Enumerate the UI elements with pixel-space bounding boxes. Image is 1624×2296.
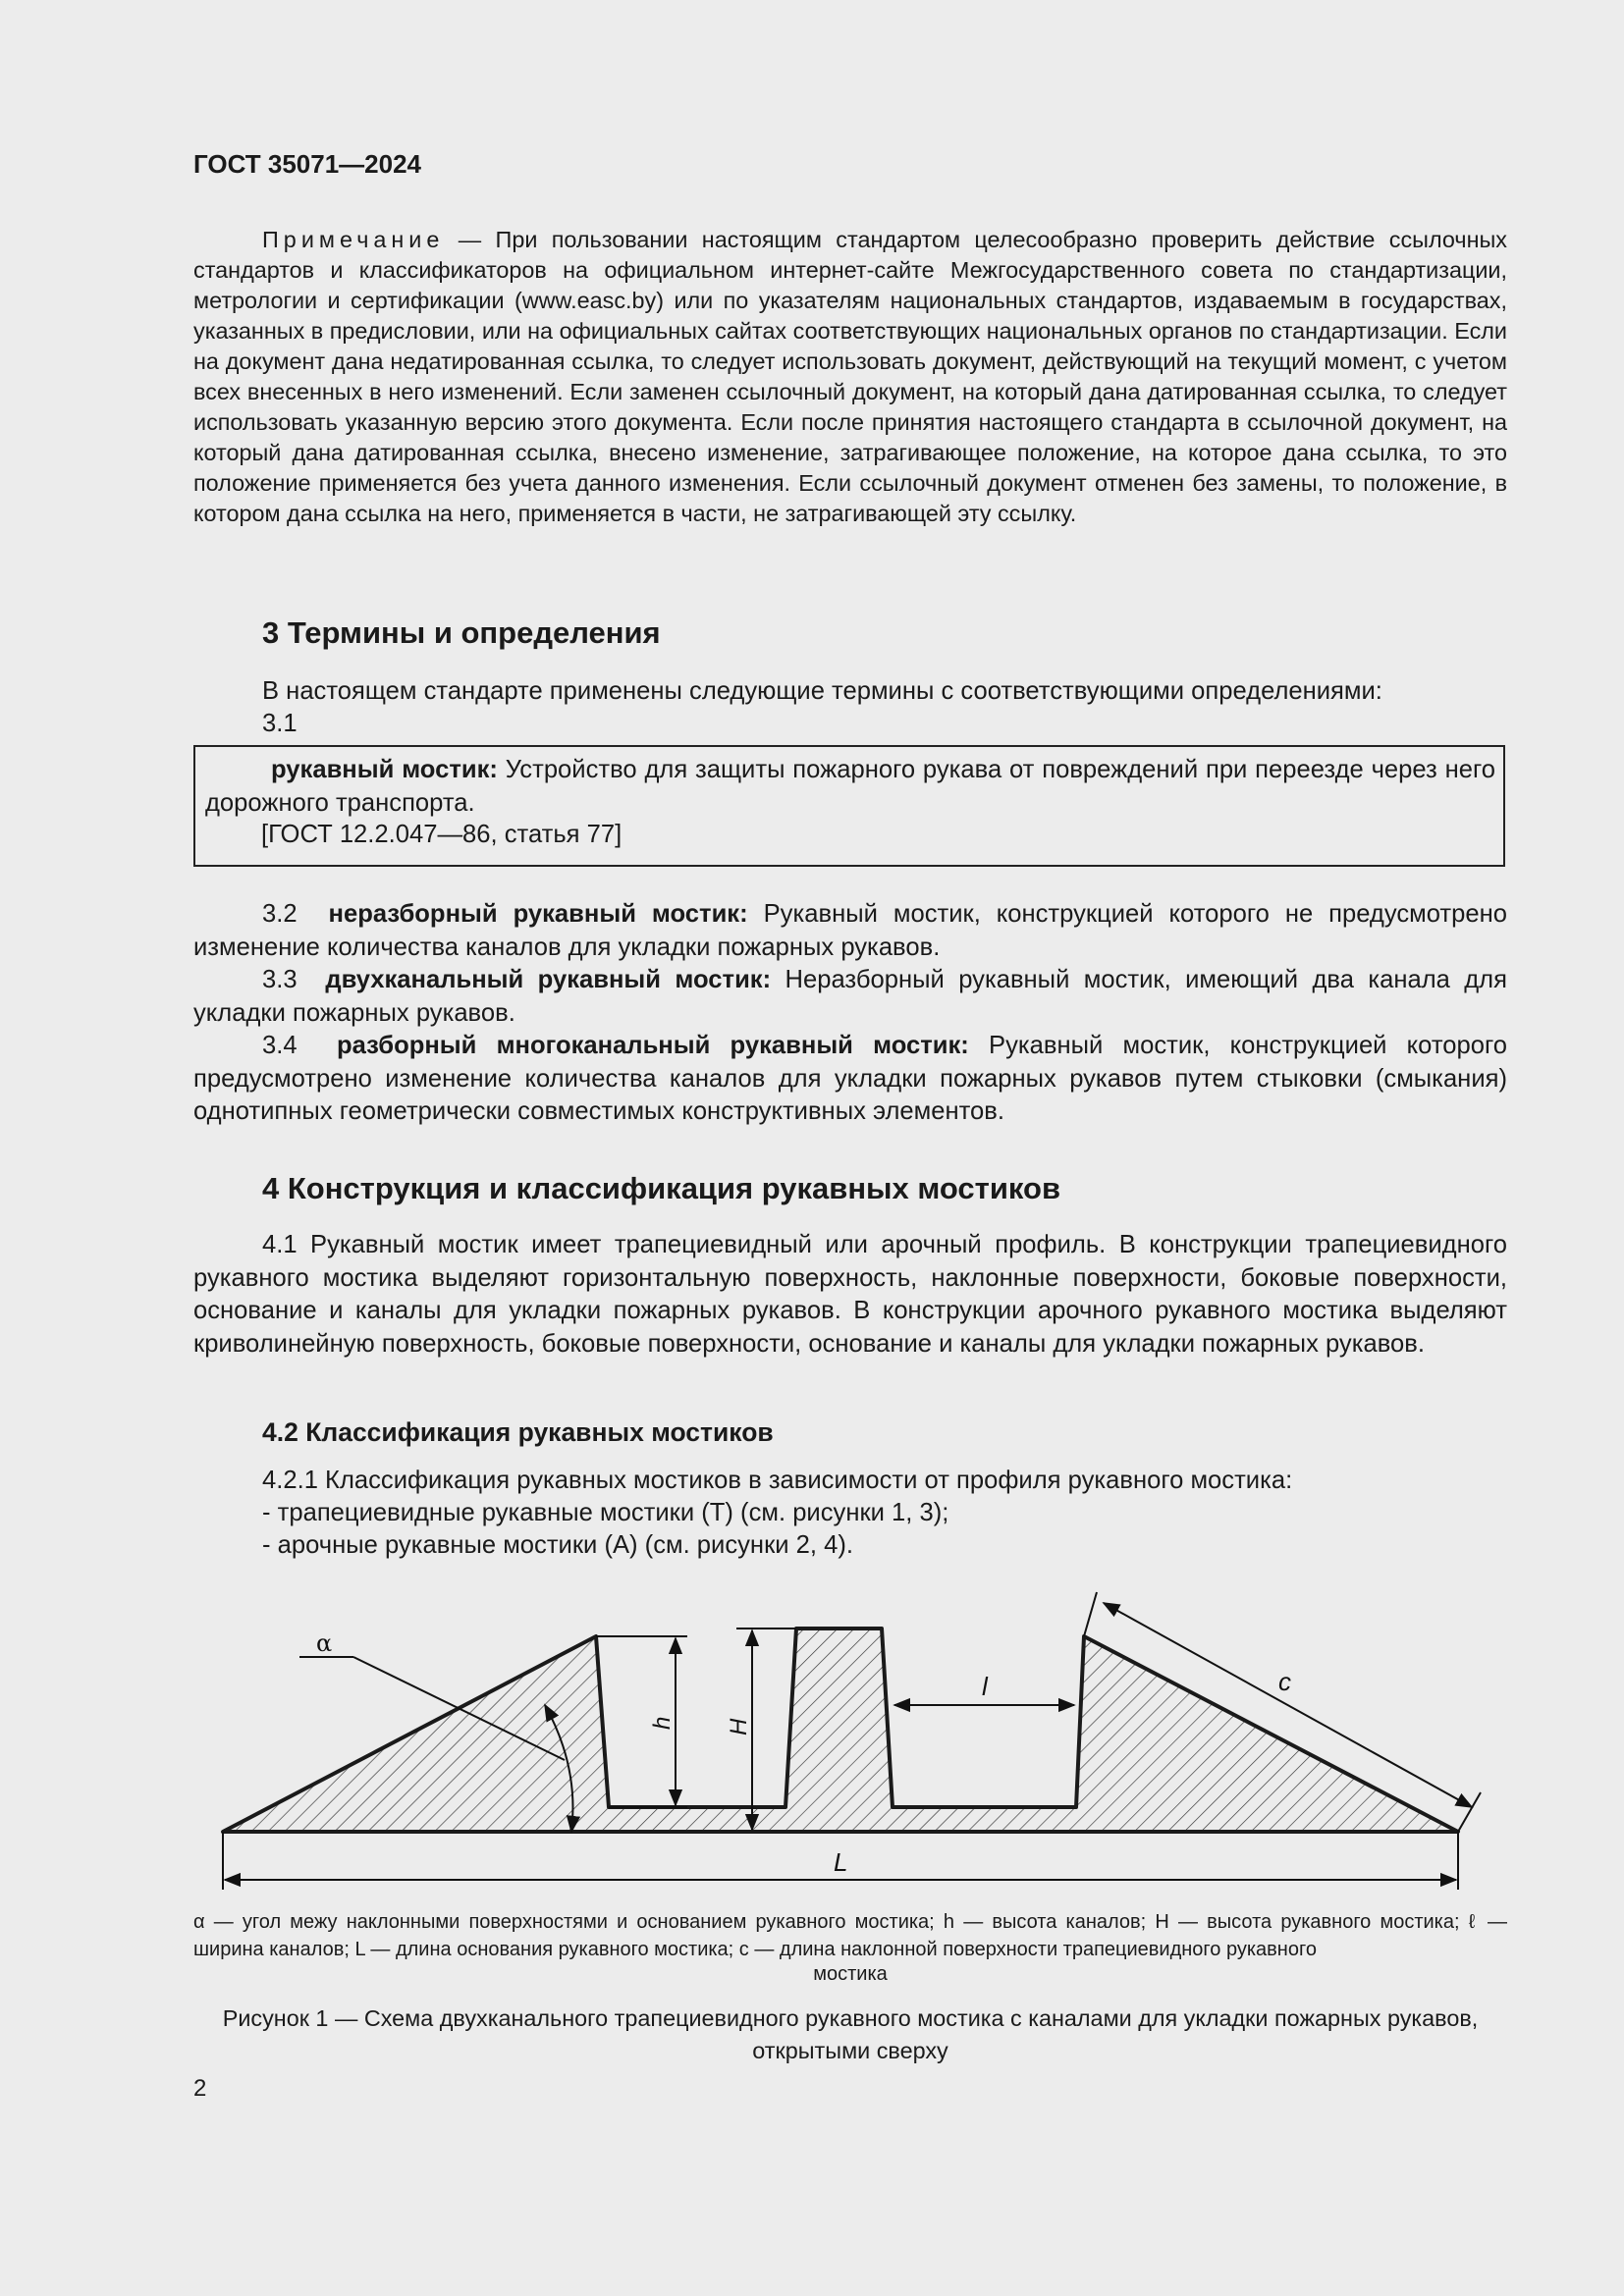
figure-caption: Рисунок 1 — Схема двухканального трапециевидного рукавного мостика с каналами для укладки пожарных рукавов, открытыми сверху [222,2005,1479,2063]
figure-legend: α — угол межу наклонными поверхностями и основанием рукавного мостика; h — высота каналов; H — высота рукавного мостика; ℓ — ширина каналов; L — длина основания рукавного мостика; c — длина наклонной поверхности трапециевидного рукавного [193,1911,1507,1960]
term-3-1-box [193,745,1505,867]
L-label: L [834,1847,848,1877]
subsection-4-2-title: 4.2 Классификация рукавных мостиков [262,1417,774,1447]
paragraph-4-2-1: 4.2.1 Классификация рукавных мостиков в зависимости от профиля рукавного мостика: [262,1467,1293,1494]
section-3-title: 3 Термины и определения [262,615,661,650]
standard-code: ГОСТ 35071—2024 [193,149,421,179]
term-3-4-definition: Рукавный мостик, конструкцией которого предусмотрено изменение количества каналов для укладки пожарных рукавов путем стыковки (смыкания) однотипных геометрически совместимых конструктивных элементов. [193,1032,1507,1125]
term-3-3-term: двухканальный рукавный мостик: [325,966,772,993]
term-3-3 [193,964,1507,1030]
term-3-4-term: разборный многоканальный рукавный мостик: [337,1032,969,1059]
page-number: 2 [193,2075,207,2102]
c-label: c [1278,1667,1291,1696]
term-3-1-reference: [ГОСТ 12.2.047—86, статья 77] [261,821,623,848]
term-3-1-text [205,754,1495,820]
section-3-intro: В настоящем стандарте применены следующие термины с соответствующими определениями: [262,677,1382,705]
term-3-3-definition: Неразборный рукавный мостик, имеющий два канала для укладки пожарных рукавов. [193,966,1507,1027]
term-3-2-number: 3.2 [262,900,298,928]
alpha-label: α [316,1629,333,1657]
section-4-title: 4 Конструкция и классификация рукавных мостиков [262,1171,1061,1205]
H-label: H [726,1718,752,1735]
l-label: l [982,1672,988,1701]
term-3-4 [193,1030,1507,1129]
paragraph-4-1 [193,1229,1507,1361]
term-3-1-number: 3.1 [262,710,298,737]
bridge-profile [223,1629,1458,1832]
term-3-4-number: 3.4 [262,1032,298,1059]
note-paragraph [193,225,1507,529]
term-3-2-term: неразборный рукавный мостик: [328,900,748,928]
note-text: — При пользовании настоящим стандартом целесообразно проверить действие ссылочных стандартов и классификаторов на официальном интернет-сайте Межгосударственного совета по стандартизации, метрологии и сертификации (www.easc.by) или по указателям национальных стандартов, издаваемым в государствах, указанных в предисловии, или на официальных сайтах соответствующих национальных органов по стандартизации. Если на документ дана недатированная ссылка, то следует использовать документ, действующий на текущий момент, с учетом всех внесенных в него изменений. Если заменен ссылочный документ, на который дана датированная ссылка, то следует использовать указанную версию этого документа. Если после принятия настоящего стандарта в ссылочной документ, на который дана датированная ссылка, внесено изменение, затрагивающее положение, на которое дана ссылка, то это положение применяется без учета данного изменения. Если ссылочный документ отменен без замены, то положение, в котором дана ссылка на него, применяется в части, не затрагивающей эту ссылку. [193,227,1507,526]
term-3-2-definition: Рукавный мостик, конструкцией которого не предусмотрено изменение количества каналов для укладки пожарных рукавов. [193,900,1507,961]
note-label: Примечание [262,227,445,252]
term-3-3-number: 3.3 [262,966,298,993]
h-label: h [649,1716,676,1730]
term-3-1-term: рукавный мостик: [271,756,498,783]
figure-legend-end: мостика [813,1963,888,1985]
term-3-1-definition: Устройство для защиты пожарного рукава от повреждений при переезде через него дорожного транспорта. [205,756,1495,817]
list-item-trapezoid: - трапециевидные рукавные мостики (Т) (см. рисунки 1, 3); [262,1499,949,1526]
term-3-2 [193,898,1507,964]
paragraph-4-1-text: 4.1 Рукавный мостик имеет трапециевидный или арочный профиль. В конструкции трапециевидного рукавного мостика выделяют горизонтальную поверхность, наклонные поверхности, боковые поверхности, основание и каналы для укладки пожарных рукавов. В конструкции арочного рукавного мостика выделяют криволинейную поверхность, боковые поверхности, основание и каналы для укладки пожарных рукавов. [193,1231,1507,1358]
figure-1-diagram [0,1571,1624,1895]
list-item-arch: - арочные рукавные мостики (А) (см. рисунки 2, 4). [262,1531,853,1559]
